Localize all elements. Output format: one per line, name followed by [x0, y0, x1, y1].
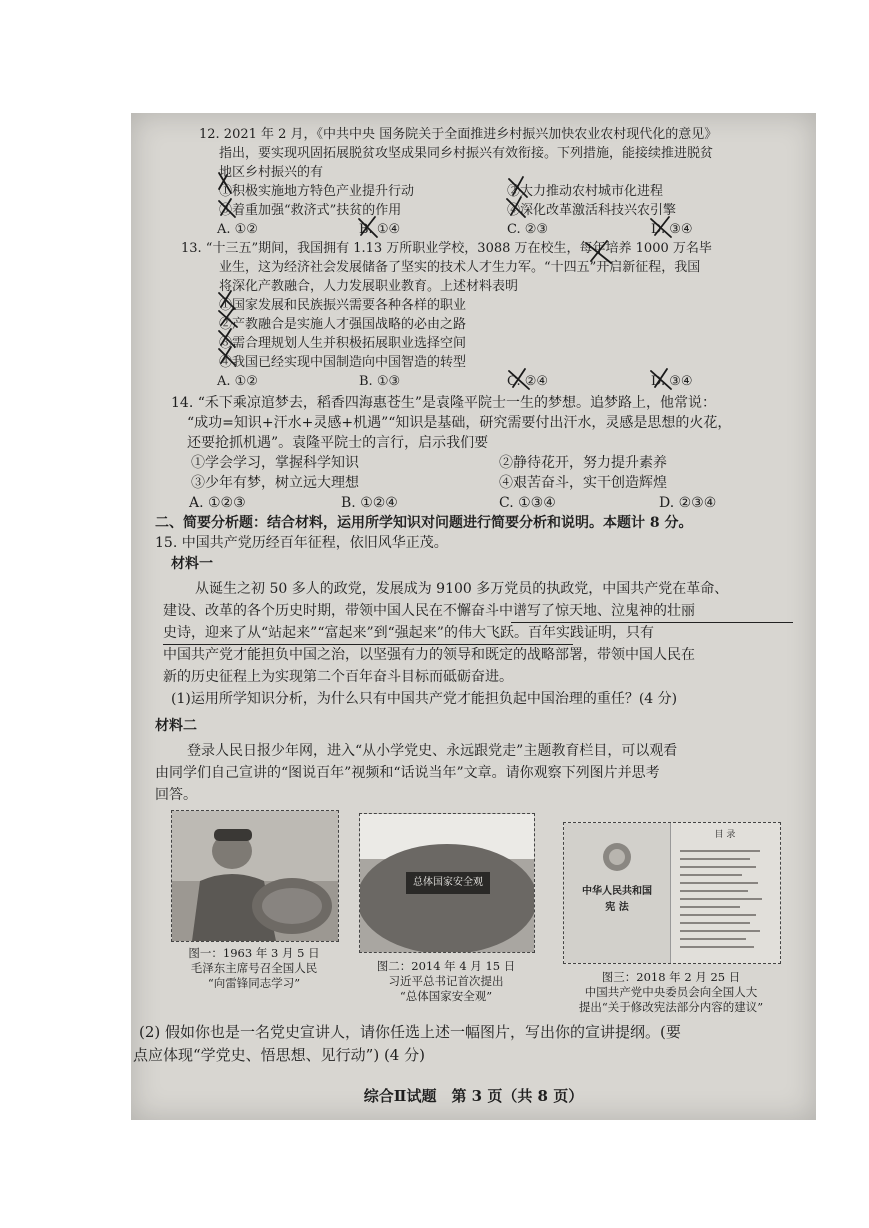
soldier-photo-icon: [172, 811, 338, 941]
q15-stem: 15. 中国共产党历经百年征程，依旧风华正茂。: [155, 535, 448, 551]
q13-statement-4: ④我国已经实现中国制造向中国智造的转型: [219, 355, 467, 370]
q12-stem-line-1: 12. 2021 年 2 月，《中共中央 国务院关于全面推进乡村振兴加快农业农村现代化的意见》: [199, 127, 718, 142]
material-one-line-4: 中国共产党才能担负中国之治，以坚强有力的领导和既定的战略部署，带领中国人民在: [163, 647, 695, 663]
material-one-line-2: 建设、改革的各个历史时期，带领中国人民在不懈奋斗中谱写了惊天地、泣鬼神的壮丽: [163, 603, 695, 619]
figure-two-caption-2: 习近平总书记首次提出: [388, 974, 504, 988]
ink-underline-1: [511, 622, 793, 623]
ink-underline-2: [163, 644, 573, 645]
q13-stem-line-2: 业生，这为经济社会发展储备了坚实的技术人才生力军。“十四五”开启新征程，我国: [219, 260, 701, 275]
q14-option-b: B. ①②④: [341, 495, 398, 511]
section-two-heading: 二、简要分析题：结合材料，运用所学知识对问题进行简要分析和说明。本题计 8 分。: [155, 515, 693, 531]
material-one-title: 材料一: [171, 556, 213, 572]
q15-part2-line-1: (2) 假如你也是一名党史宣讲人，请你任选上述一幅图片，写出你的宣讲提纲。(要: [139, 1023, 681, 1041]
figure-three-caption-2: 中国共产党中央委员会向全国人大: [584, 985, 758, 999]
figure-two-caption-1: 图二：2014 年 4 月 15 日: [376, 959, 516, 973]
q12-statement-4: ④深化改革激活科技兴农引擎: [507, 203, 677, 218]
figure-one-caption-2: 毛泽东主席号召全国人民: [190, 961, 318, 975]
q14-stem-line-3: 还要抢抓机遇”。袁隆平院士的言行，启示我们要: [187, 435, 489, 451]
q15-part1: (1)运用所学知识分析，为什么只有中国共产党才能担负起中国治理的重任？(4 分): [171, 691, 678, 707]
q14-statement-2: ②静待花开，努力提升素养: [499, 455, 667, 471]
page-footer: 综合Ⅱ试题 第 3 页（共 8 页）: [363, 1087, 584, 1105]
constitution-title-line-1: 中华人民共和国: [582, 886, 652, 897]
q12-statement-2: ②大力推动农村城市化进程: [507, 184, 664, 199]
q13-option-a: A. ①②: [217, 374, 258, 389]
q13-stem-line-1: 13. “十三五”期间，我国拥有 1.13 万所职业学校，3088 万在校生，每年培养 1000 万名毕: [181, 241, 712, 256]
q12-stem-line-2: 指出，要实现巩固拓展脱贫攻坚成果同乡村振兴有效衔接。下列措施，能接续推进脱贫: [219, 146, 714, 161]
q14-stem-line-2: “成功=知识+汗水+灵感+机遇”“知识是基础，研究需要付出汗水，灵感是思想的火花，: [187, 415, 732, 431]
q13-option-b: B. ①③: [359, 374, 401, 389]
q12-statement-1: ①积极实施地方特色产业提升行动: [219, 184, 415, 199]
material-one-line-3: 史诗，迎来了从“站起来”“富起来”到“强起来”的伟大飞跃。百年实践证明，只有: [163, 625, 654, 641]
material-one-line-5: 新的历史征程上为实现第二个百年奋斗目标而砥砺奋进。: [163, 669, 513, 685]
material-two-title: 材料二: [155, 718, 197, 734]
q14-statement-3: ③少年有梦，树立远大理想: [191, 475, 359, 491]
q13-option-d: D. ③④: [651, 374, 693, 389]
material-two-line-1: 登录人民日报少年网，进入“从小学党史、永远跟党走”主题教育栏目，可以观看: [187, 743, 678, 759]
q14-option-c: C. ①③④: [499, 495, 556, 511]
q14-statement-1: ①学会学习，掌握科学知识: [191, 455, 359, 471]
q12-option-d: D. ③④: [651, 222, 693, 237]
q12-option-a: A. ①②: [217, 222, 258, 237]
figure-two-caption-3: “总体国家安全观”: [399, 989, 493, 1003]
ink-marks: [131, 113, 816, 533]
q14-statement-4: ④艰苦奋斗，实干创造辉煌: [499, 475, 667, 491]
material-two-line-2: 由同学们自己宣讲的“图说百年”视频和“话说当年”文章。请你观察下列图片并思考: [155, 765, 660, 781]
q12-option-b: B. ①④: [359, 222, 401, 237]
figure-two-photo: [359, 813, 535, 953]
figure-three-caption-1: 图三：2018 年 2 月 25 日: [601, 970, 741, 984]
q12-stem-line-3: 地区乡村振兴的有: [219, 165, 324, 180]
figure-one-caption-1: 图一：1963 年 3 月 5 日: [188, 946, 320, 960]
figure-one-caption-3: “向雷锋同志学习”: [207, 976, 301, 990]
contents-lines-icon: [670, 823, 780, 963]
exam-page: [131, 113, 816, 1120]
q13-stem-line-3: 将深化产教融合，人力发展职业教育。上述材料表明: [219, 279, 519, 294]
q13-option-c: C. ②④: [507, 374, 549, 389]
figure-three-caption-3: 提出“关于修改宪法部分内容的建议”: [578, 1000, 764, 1014]
figure-two-sign-text: 总体国家安全观: [413, 877, 483, 888]
material-two-line-3: 回答。: [155, 787, 197, 803]
constitution-contents-page: [670, 823, 780, 963]
q14-stem-line-1: 14. “禾下乘凉逭梦去，稻香四海惠苍生”是袁隆平院士一生的梦想。追梦路上，他常说：: [171, 395, 717, 411]
constitution-cover: [564, 823, 671, 963]
q14-option-d: D. ②③④: [659, 495, 717, 511]
q13-statement-3: ③需合理规划人生并积极拓展职业选择空间: [219, 336, 467, 351]
figure-three-photo: [563, 822, 781, 964]
q15-part2-line-2: 点应体现“学党史、悟思想、见行动”) (4 分): [133, 1046, 425, 1064]
figure-one-photo: [171, 810, 339, 942]
national-emblem-icon: [564, 823, 670, 883]
contents-heading: 目 录: [714, 830, 736, 840]
constitution-title-line-2: 宪 法: [605, 902, 629, 913]
q12-option-c: C. ②③: [507, 222, 549, 237]
q13-statement-2: ②产教融合是实施人才强国战略的必由之路: [219, 317, 467, 332]
q13-statement-1: ①国家发展和民族振兴需要各种各样的职业: [219, 298, 467, 313]
q14-option-a: A. ①②③: [189, 495, 246, 511]
material-one-line-1: 从诞生之初 50 多人的政党，发展成为 9100 多万党员的执政党，中国共产党在革命、: [195, 581, 729, 597]
q12-statement-3: ③着重加强“救济式”扶贫的作用: [219, 203, 402, 218]
ink-cross-marks-icon: [131, 113, 816, 533]
